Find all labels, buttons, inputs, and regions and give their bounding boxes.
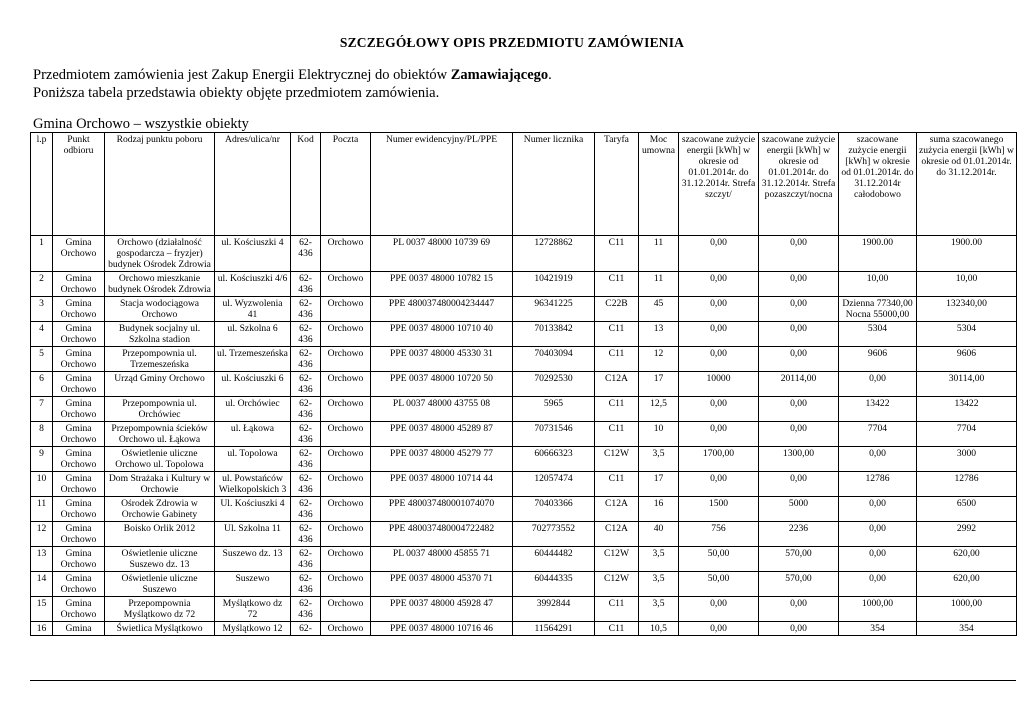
cell-suma-zuzycia: 1900.00 [917, 236, 1017, 272]
cell-adres: ul. Wyzwolenia 41 [215, 297, 291, 322]
cell-rodzaj-punktu: Boisko Orlik 2012 [105, 522, 215, 547]
header-zuzycie-szczyt: szacowane zużycie energii [kWh] w okresie od 01.01.2014r. do 31.12.2014r. Strefa szczyt/ [679, 133, 759, 236]
cell-moc-umowna: 40 [639, 522, 679, 547]
cell-zuzycie-calodobowo: 7704 [839, 422, 917, 447]
page-bottom-line [30, 680, 1016, 681]
cell-rodzaj-punktu: Urząd Gminy Orchowo [105, 372, 215, 397]
cell-taryfa: C11 [595, 397, 639, 422]
cell-adres: ul. Kościuszki 6 [215, 372, 291, 397]
cell-lp: 13 [31, 547, 53, 572]
cell-kod: 62-436 [291, 422, 321, 447]
cell-punkt-odbioru: Gmina Orchowo [53, 447, 105, 472]
intro-line-2: Poniższa tabela przedstawia obiekty objęte przedmiotem zamówienia. [33, 85, 440, 101]
cell-zuzycie-pozaszczyt: 0,00 [759, 472, 839, 497]
cell-zuzycie-calodobowo: 0,00 [839, 547, 917, 572]
cell-numer-ewidencyjny: PL 0037 48000 43755 08 [371, 397, 513, 422]
cell-punkt-odbioru: Gmina Orchowo [53, 322, 105, 347]
cell-zuzycie-pozaszczyt: 570,00 [759, 572, 839, 597]
cell-moc-umowna: 3,5 [639, 597, 679, 622]
cell-rodzaj-punktu: Świetlica Myślątkowo [105, 622, 215, 636]
cell-kod: 62-436 [291, 322, 321, 347]
header-adres: Adres/ulica/nr [215, 133, 291, 236]
cell-kod: 62-436 [291, 447, 321, 472]
cell-numer-licznika: 60444482 [513, 547, 595, 572]
table-row [31, 422, 1017, 447]
table-row [31, 272, 1017, 297]
cell-adres: ul. Kościuszki 4/6 [215, 272, 291, 297]
cell-zuzycie-pozaszczyt: 0,00 [759, 236, 839, 272]
cell-numer-licznika: 70731546 [513, 422, 595, 447]
cell-numer-licznika: 96341225 [513, 297, 595, 322]
cell-numer-licznika: 70292530 [513, 372, 595, 397]
table-row [31, 572, 1017, 597]
cell-zuzycie-szczyt: 0,00 [679, 597, 759, 622]
cell-zuzycie-szczyt: 756 [679, 522, 759, 547]
cell-lp: 9 [31, 447, 53, 472]
cell-rodzaj-punktu: Dom Strażaka i Kultury w Orchowie [105, 472, 215, 497]
header-lp: l.p [31, 133, 53, 236]
cell-moc-umowna: 3,5 [639, 447, 679, 472]
cell-numer-ewidencyjny: PPE 0037 48000 10782 15 [371, 272, 513, 297]
cell-taryfa: C12W [595, 547, 639, 572]
cell-numer-ewidencyjny: PPE 0037 48000 45289 87 [371, 422, 513, 447]
cell-punkt-odbioru: Gmina Orchowo [53, 522, 105, 547]
table-row [31, 447, 1017, 472]
objects-table [30, 132, 1017, 636]
cell-zuzycie-calodobowo: 12786 [839, 472, 917, 497]
cell-suma-zuzycia: 2992 [917, 522, 1017, 547]
cell-rodzaj-punktu: Budynek socjalny ul. Szkolna stadion [105, 322, 215, 347]
cell-numer-ewidencyjny: PPE 0037 48000 45928 47 [371, 597, 513, 622]
cell-taryfa: C12A [595, 372, 639, 397]
cell-kod: 62-436 [291, 372, 321, 397]
cell-suma-zuzycia: 620,00 [917, 572, 1017, 597]
cell-numer-ewidencyjny: PPE 0037 48000 45330 31 [371, 347, 513, 372]
cell-zuzycie-pozaszczyt: 0,00 [759, 622, 839, 636]
cell-poczta: Orchowo [321, 472, 371, 497]
cell-poczta: Orchowo [321, 272, 371, 297]
cell-suma-zuzycia: 132340,00 [917, 297, 1017, 322]
cell-lp: 10 [31, 472, 53, 497]
cell-punkt-odbioru: Gmina Orchowo [53, 472, 105, 497]
cell-moc-umowna: 13 [639, 322, 679, 347]
cell-moc-umowna: 10 [639, 422, 679, 447]
cell-lp: 4 [31, 322, 53, 347]
cell-adres: Myślątkowo dz 72 [215, 597, 291, 622]
cell-lp: 1 [31, 236, 53, 272]
cell-adres: Suszewo dz. 13 [215, 547, 291, 572]
table-row [31, 597, 1017, 622]
cell-taryfa: C11 [595, 322, 639, 347]
cell-numer-ewidencyjny: PPE 480037480001074070 [371, 497, 513, 522]
cell-moc-umowna: 17 [639, 372, 679, 397]
cell-lp: 3 [31, 297, 53, 322]
cell-punkt-odbioru: Gmina Orchowo [53, 497, 105, 522]
cell-kod: 62-436 [291, 547, 321, 572]
cell-taryfa: C11 [595, 622, 639, 636]
cell-taryfa: C22B [595, 297, 639, 322]
cell-kod: 62-436 [291, 297, 321, 322]
cell-zuzycie-pozaszczyt: 1300,00 [759, 447, 839, 472]
cell-moc-umowna: 12,5 [639, 397, 679, 422]
cell-numer-ewidencyjny: PPE 480037480004234447 [371, 297, 513, 322]
cell-taryfa: C12A [595, 522, 639, 547]
cell-adres: Ul. Szkolna 11 [215, 522, 291, 547]
cell-punkt-odbioru: Gmina [53, 622, 105, 636]
cell-kod: 62-436 [291, 572, 321, 597]
cell-zuzycie-szczyt: 1500 [679, 497, 759, 522]
cell-zuzycie-szczyt: 0,00 [679, 622, 759, 636]
cell-taryfa: C11 [595, 272, 639, 297]
cell-lp: 12 [31, 522, 53, 547]
cell-moc-umowna: 11 [639, 236, 679, 272]
cell-zuzycie-szczyt: 50,00 [679, 547, 759, 572]
cell-rodzaj-punktu: Stacja wodociągowa Orchowo [105, 297, 215, 322]
cell-punkt-odbioru: Gmina Orchowo [53, 572, 105, 597]
cell-suma-zuzycia: 620,00 [917, 547, 1017, 572]
cell-zuzycie-calodobowo: 0,00 [839, 572, 917, 597]
cell-numer-ewidencyjny: PL 0037 48000 45855 71 [371, 547, 513, 572]
cell-poczta: Orchowo [321, 372, 371, 397]
cell-zuzycie-szczyt: 0,00 [679, 422, 759, 447]
cell-punkt-odbioru: Gmina Orchowo [53, 297, 105, 322]
cell-numer-licznika: 60444335 [513, 572, 595, 597]
cell-poczta: Orchowo [321, 447, 371, 472]
cell-zuzycie-szczyt: 50,00 [679, 572, 759, 597]
cell-kod: 62-436 [291, 522, 321, 547]
cell-adres: Myślątkowo 12 [215, 622, 291, 636]
cell-lp: 15 [31, 597, 53, 622]
cell-punkt-odbioru: Gmina Orchowo [53, 347, 105, 372]
cell-numer-ewidencyjny: PPE 0037 48000 10714 44 [371, 472, 513, 497]
header-kod: Kod [291, 133, 321, 236]
cell-moc-umowna: 17 [639, 472, 679, 497]
cell-suma-zuzycia: 12786 [917, 472, 1017, 497]
cell-adres: ul. Kościuszki 4 [215, 236, 291, 272]
cell-numer-licznika: 60666323 [513, 447, 595, 472]
cell-numer-licznika: 12057474 [513, 472, 595, 497]
cell-lp: 11 [31, 497, 53, 522]
cell-zuzycie-pozaszczyt: 570,00 [759, 547, 839, 572]
intro-line-1-prefix: Przedmiotem zamówienia jest Zakup Energii Elektrycznej do obiektów [33, 67, 451, 83]
header-suma-zuzycia: suma szacowanego zużycia energii [kWh] w okresie od 01.01.2014r. do 31.12.2014r. [917, 133, 1017, 236]
table-row [31, 522, 1017, 547]
cell-numer-ewidencyjny: PPE 0037 48000 45370 71 [371, 572, 513, 597]
cell-poczta: Orchowo [321, 622, 371, 636]
cell-numer-ewidencyjny: PPE 0037 48000 10710 40 [371, 322, 513, 347]
cell-zuzycie-szczyt: 0,00 [679, 297, 759, 322]
cell-adres: ul. Powstańców Wielkopolskich 3 [215, 472, 291, 497]
cell-punkt-odbioru: Gmina Orchowo [53, 397, 105, 422]
cell-numer-licznika: 702773552 [513, 522, 595, 547]
intro-text [33, 66, 552, 102]
cell-poczta: Orchowo [321, 322, 371, 347]
cell-rodzaj-punktu: Orchowo (działalność gospodarcza – fryzjer) budynek Ośrodek Zdrowia [105, 236, 215, 272]
cell-taryfa: C11 [595, 347, 639, 372]
table-row [31, 297, 1017, 322]
cell-taryfa: C12W [595, 572, 639, 597]
cell-poczta: Orchowo [321, 297, 371, 322]
cell-punkt-odbioru: Gmina Orchowo [53, 272, 105, 297]
cell-poczta: Orchowo [321, 347, 371, 372]
cell-zuzycie-pozaszczyt: 0,00 [759, 272, 839, 297]
cell-lp: 16 [31, 622, 53, 636]
table-row [31, 322, 1017, 347]
cell-suma-zuzycia: 1000,00 [917, 597, 1017, 622]
cell-zuzycie-calodobowo: Dzienna 77340,00 Nocna 55000,00 [839, 297, 917, 322]
cell-punkt-odbioru: Gmina Orchowo [53, 547, 105, 572]
cell-lp: 2 [31, 272, 53, 297]
cell-rodzaj-punktu: Orchowo mieszkanie budynek Ośrodek Zdrowia [105, 272, 215, 297]
cell-taryfa: C11 [595, 597, 639, 622]
cell-zuzycie-szczyt: 0,00 [679, 472, 759, 497]
header-moc-umowna: Moc umowna [639, 133, 679, 236]
cell-numer-licznika: 10421919 [513, 272, 595, 297]
section-heading: Gmina Orchowo – wszystkie obiekty [33, 116, 249, 132]
cell-taryfa: C11 [595, 236, 639, 272]
cell-poczta: Orchowo [321, 597, 371, 622]
header-taryfa: Taryfa [595, 133, 639, 236]
cell-zuzycie-pozaszczyt: 20114,00 [759, 372, 839, 397]
table-body [31, 236, 1017, 636]
cell-kod: 62-436 [291, 397, 321, 422]
cell-rodzaj-punktu: Przepompownia ul. Trzemeszeńska [105, 347, 215, 372]
cell-zuzycie-calodobowo: 354 [839, 622, 917, 636]
cell-adres: Suszewo [215, 572, 291, 597]
cell-kod: 62-436 [291, 272, 321, 297]
cell-punkt-odbioru: Gmina Orchowo [53, 422, 105, 447]
cell-numer-ewidencyjny: PPE 480037480004722482 [371, 522, 513, 547]
cell-poczta: Orchowo [321, 422, 371, 447]
cell-numer-licznika: 12728862 [513, 236, 595, 272]
cell-suma-zuzycia: 30114,00 [917, 372, 1017, 397]
cell-zuzycie-calodobowo: 0,00 [839, 447, 917, 472]
cell-moc-umowna: 16 [639, 497, 679, 522]
cell-poczta: Orchowo [321, 497, 371, 522]
cell-zuzycie-pozaszczyt: 0,00 [759, 397, 839, 422]
cell-adres: Ul. Kościuszki 4 [215, 497, 291, 522]
cell-zuzycie-pozaszczyt: 0,00 [759, 297, 839, 322]
cell-suma-zuzycia: 6500 [917, 497, 1017, 522]
cell-numer-licznika: 70403094 [513, 347, 595, 372]
cell-adres: ul. Topolowa [215, 447, 291, 472]
cell-numer-ewidencyjny: PL 0037 48000 10739 69 [371, 236, 513, 272]
cell-zuzycie-pozaszczyt: 0,00 [759, 347, 839, 372]
cell-zuzycie-szczyt: 10000 [679, 372, 759, 397]
cell-zuzycie-calodobowo: 1000,00 [839, 597, 917, 622]
cell-suma-zuzycia: 354 [917, 622, 1017, 636]
cell-rodzaj-punktu: Przepompownia Myślątkowo dz 72 [105, 597, 215, 622]
document-title: SZCZEGÓŁOWY OPIS PRZEDMIOTU ZAMÓWIENIA [339, 35, 685, 50]
cell-adres: ul. Orchówiec [215, 397, 291, 422]
cell-poczta: Orchowo [321, 522, 371, 547]
cell-numer-licznika: 3992844 [513, 597, 595, 622]
cell-suma-zuzycia: 7704 [917, 422, 1017, 447]
cell-poczta: Orchowo [321, 236, 371, 272]
cell-zuzycie-szczyt: 0,00 [679, 236, 759, 272]
cell-rodzaj-punktu: Przepompownia ścieków Orchowo ul. Łąkowa [105, 422, 215, 447]
cell-suma-zuzycia: 10,00 [917, 272, 1017, 297]
cell-zuzycie-calodobowo: 0,00 [839, 497, 917, 522]
header-zuzycie-calodobowo: szacowane zużycie energii [kWh] w okresie od 01.01.2014r. do 31.12.2014r całodobowo [839, 133, 917, 236]
intro-line-1-bold: Zamawiającego [450, 67, 549, 83]
table-row [31, 236, 1017, 272]
cell-lp: 14 [31, 572, 53, 597]
table-row [31, 372, 1017, 397]
cell-zuzycie-calodobowo: 10,00 [839, 272, 917, 297]
cell-adres: ul. Szkolna 6 [215, 322, 291, 347]
cell-zuzycie-calodobowo: 13422 [839, 397, 917, 422]
cell-zuzycie-szczyt: 1700,00 [679, 447, 759, 472]
cell-moc-umowna: 12 [639, 347, 679, 372]
cell-taryfa: C12W [595, 447, 639, 472]
cell-punkt-odbioru: Gmina Orchowo [53, 597, 105, 622]
cell-lp: 5 [31, 347, 53, 372]
cell-kod: 62-436 [291, 236, 321, 272]
cell-moc-umowna: 10,5 [639, 622, 679, 636]
table-row [31, 472, 1017, 497]
cell-lp: 7 [31, 397, 53, 422]
table-row [31, 622, 1017, 636]
cell-zuzycie-szczyt: 0,00 [679, 322, 759, 347]
cell-lp: 6 [31, 372, 53, 397]
cell-zuzycie-calodobowo: 9606 [839, 347, 917, 372]
cell-zuzycie-calodobowo: 1900.00 [839, 236, 917, 272]
cell-lp: 8 [31, 422, 53, 447]
cell-zuzycie-calodobowo: 0,00 [839, 372, 917, 397]
cell-taryfa: C12A [595, 497, 639, 522]
cell-numer-ewidencyjny: PPE 0037 48000 10720 50 [371, 372, 513, 397]
cell-zuzycie-calodobowo: 5304 [839, 322, 917, 347]
cell-numer-licznika: 70403366 [513, 497, 595, 522]
cell-zuzycie-pozaszczyt: 5000 [759, 497, 839, 522]
cell-numer-ewidencyjny: PPE 0037 48000 10716 46 [371, 622, 513, 636]
cell-zuzycie-szczyt: 0,00 [679, 347, 759, 372]
table-row [31, 497, 1017, 522]
cell-taryfa: C11 [595, 422, 639, 447]
cell-poczta: Orchowo [321, 572, 371, 597]
cell-moc-umowna: 3,5 [639, 572, 679, 597]
cell-suma-zuzycia: 5304 [917, 322, 1017, 347]
cell-adres: ul. Trzemeszeńska [215, 347, 291, 372]
cell-rodzaj-punktu: Oświetlenie uliczne Suszewo [105, 572, 215, 597]
cell-moc-umowna: 45 [639, 297, 679, 322]
cell-poczta: Orchowo [321, 397, 371, 422]
cell-numer-licznika: 5965 [513, 397, 595, 422]
header-punkt-odbioru: Punkt odbioru [53, 133, 105, 236]
cell-punkt-odbioru: Gmina Orchowo [53, 236, 105, 272]
cell-zuzycie-szczyt: 0,00 [679, 272, 759, 297]
cell-zuzycie-pozaszczyt: 0,00 [759, 597, 839, 622]
cell-zuzycie-pozaszczyt: 2236 [759, 522, 839, 547]
header-zuzycie-pozaszczyt: szacowane zużycie energii [kWh] w okresie od 01.01.2014r. do 31.12.2014r. Strefa pozaszczyt/nocna [759, 133, 839, 236]
cell-punkt-odbioru: Gmina Orchowo [53, 372, 105, 397]
table-row [31, 547, 1017, 572]
cell-rodzaj-punktu: Ośrodek Zdrowia w Orchowie Gabinety [105, 497, 215, 522]
cell-kod: 62- [291, 622, 321, 636]
table-row [31, 347, 1017, 372]
cell-suma-zuzycia: 3000 [917, 447, 1017, 472]
cell-suma-zuzycia: 13422 [917, 397, 1017, 422]
cell-kod: 62-436 [291, 497, 321, 522]
cell-kod: 62-436 [291, 597, 321, 622]
cell-zuzycie-szczyt: 0,00 [679, 397, 759, 422]
cell-numer-ewidencyjny: PPE 0037 48000 45279 77 [371, 447, 513, 472]
header-numer-ewidencyjny: Numer ewidencyjny/PL/PPE [371, 133, 513, 236]
intro-line-1 [33, 66, 552, 84]
cell-adres: ul. Łąkowa [215, 422, 291, 447]
table-row [31, 397, 1017, 422]
intro-line-1-suffix: . [548, 67, 552, 83]
cell-zuzycie-calodobowo: 0,00 [839, 522, 917, 547]
header-poczta: Poczta [321, 133, 371, 236]
header-rodzaj-punktu: Rodzaj punktu poboru [105, 133, 215, 236]
cell-kod: 62-436 [291, 472, 321, 497]
cell-rodzaj-punktu: Przepompownia ul. Orchówiec [105, 397, 215, 422]
cell-rodzaj-punktu: Oświetlenie uliczne Orchowo ul. Topolowa [105, 447, 215, 472]
cell-zuzycie-pozaszczyt: 0,00 [759, 322, 839, 347]
header-numer-licznika: Numer licznika [513, 133, 595, 236]
cell-numer-licznika: 70133842 [513, 322, 595, 347]
cell-taryfa: C11 [595, 472, 639, 497]
cell-suma-zuzycia: 9606 [917, 347, 1017, 372]
table-header-row [31, 133, 1017, 236]
cell-poczta: Orchowo [321, 547, 371, 572]
cell-rodzaj-punktu: Oświetlenie uliczne Suszewo dz. 13 [105, 547, 215, 572]
cell-moc-umowna: 11 [639, 272, 679, 297]
cell-kod: 62-436 [291, 347, 321, 372]
cell-zuzycie-pozaszczyt: 0,00 [759, 422, 839, 447]
cell-moc-umowna: 3,5 [639, 547, 679, 572]
cell-numer-licznika: 11564291 [513, 622, 595, 636]
